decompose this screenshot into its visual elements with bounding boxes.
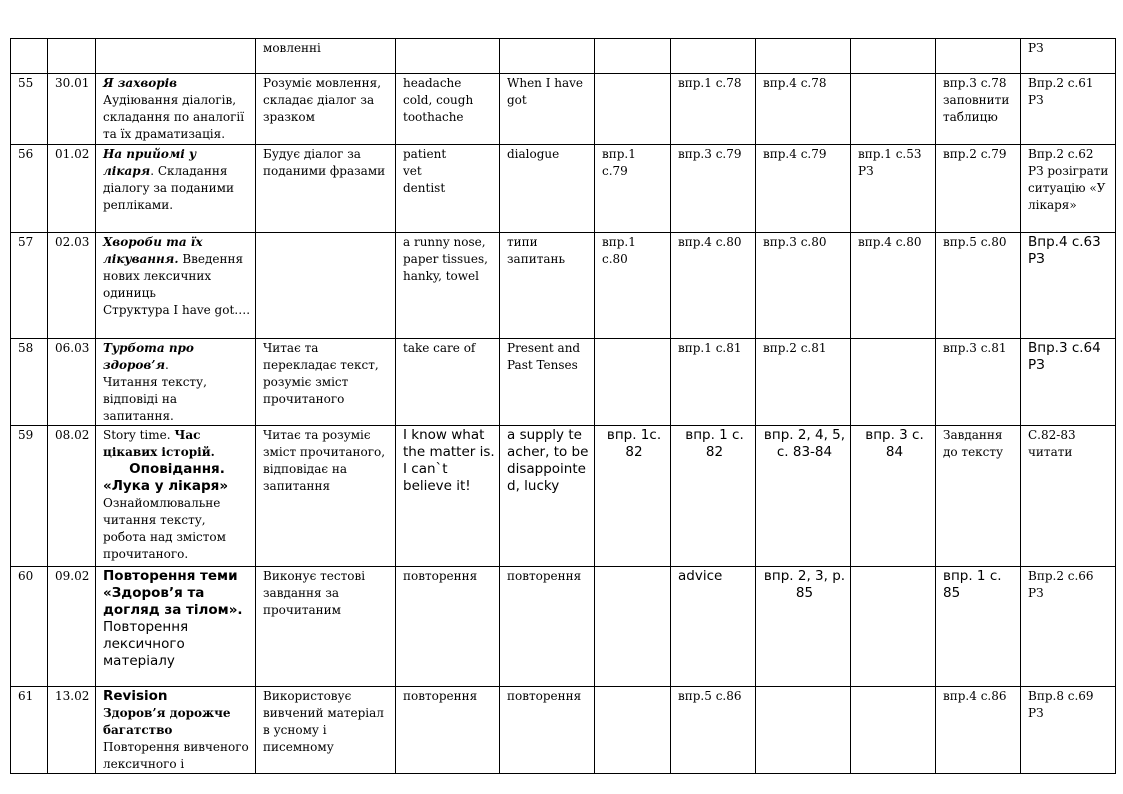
exercise-cell	[756, 687, 851, 774]
exercise-cell: впр.1 с.53 РЗ	[851, 145, 936, 233]
table-row	[11, 74, 1116, 145]
exercise-cell: впр.3 с.78 заповнити таблицю	[936, 74, 1021, 145]
exercise-cell	[756, 39, 851, 74]
topic-description: Введення нових лексичних одиниць	[103, 252, 244, 300]
exercise-cell: впр.1 с.79	[595, 145, 671, 233]
homework-cell: Впр.4 с.63 РЗ	[1021, 233, 1116, 339]
table-row	[11, 39, 1116, 74]
vocabulary-cell: повторення	[396, 567, 500, 687]
exercise-cell: впр.1 с.78	[671, 74, 756, 145]
date-cell: 02.03	[48, 233, 96, 339]
skills-cell: Будує діалог за поданими фразами	[256, 145, 396, 233]
topic-cell	[96, 339, 256, 426]
exercise-cell: впр. 1 с. 85	[936, 567, 1021, 687]
exercise-cell: впр. 3 с. 84	[851, 426, 936, 567]
vocabulary-cell: take care of	[396, 339, 500, 426]
lesson-plan-table	[10, 38, 1116, 774]
grammar-cell	[500, 39, 595, 74]
vocabulary-cell: headache cold, cough toothache	[396, 74, 500, 145]
topic-cell	[96, 567, 256, 687]
exercise-cell: впр.4 с.80	[851, 233, 936, 339]
lesson-number-cell: 60	[11, 567, 48, 687]
vocabulary-word: patient	[403, 147, 447, 161]
homework-cell: Впр.3 с.64 РЗ	[1021, 339, 1116, 426]
exercise-cell: впр.3 с.79	[671, 145, 756, 233]
skills-cell: Читає та перекладає текст, розуміє зміст прочитаного	[256, 339, 396, 426]
lesson-number-cell: 59	[11, 426, 48, 567]
exercise-cell: впр.2 с.79	[936, 145, 1021, 233]
lesson-number-cell: 57	[11, 233, 48, 339]
exercise-cell: впр.5 с.86	[671, 687, 756, 774]
vocabulary-word: vet	[403, 164, 422, 178]
exercise-cell: впр.4 с.79	[756, 145, 851, 233]
exercise-cell: впр.4 с.80	[671, 233, 756, 339]
topic-lead: Story time.	[103, 428, 175, 442]
exercise-cell	[595, 339, 671, 426]
table-row	[11, 339, 1116, 426]
exercise-cell: впр.3 с.80	[756, 233, 851, 339]
date-cell: 09.02	[48, 567, 96, 687]
exercise-cell: впр.1 с.81	[671, 339, 756, 426]
topic-title: Я захворів	[103, 76, 178, 90]
topic-cell	[96, 145, 256, 233]
grammar-cell: a supply teacher, to be disappointed, lucky	[500, 426, 595, 567]
lesson-number-cell	[11, 39, 48, 74]
vocabulary-cell: повторення	[396, 687, 500, 774]
homework-cell: Впр.8 с.69 РЗ	[1021, 687, 1116, 774]
topic-description: Повторення вивченого лексичного і	[103, 740, 249, 771]
table-row	[11, 687, 1116, 774]
vocabulary-cell: a runny nose, paper tissues, hanky, towel	[396, 233, 500, 339]
grammar-cell: dialogue	[500, 145, 595, 233]
exercise-cell: впр. 1 с. 82	[671, 426, 756, 567]
grammar-cell: повторення	[500, 687, 595, 774]
vocabulary-cell	[396, 145, 500, 233]
grammar-cell: повторення	[500, 567, 595, 687]
exercise-cell: впр. 2, 4, 5, с. 83-84	[756, 426, 851, 567]
topic-description: . Читання тексту, відповіді на запитання.	[103, 358, 207, 423]
skills-cell: Використовує вивчений матеріал в усному і писемному	[256, 687, 396, 774]
table-row	[11, 233, 1116, 339]
homework-cell: РЗ	[1021, 39, 1116, 74]
exercise-cell: Завдання до тексту	[936, 426, 1021, 567]
exercise-cell	[595, 39, 671, 74]
skills-cell: Розуміє мовлення, складає діалог за зразком	[256, 74, 396, 145]
skills-cell: мовленні	[256, 39, 396, 74]
date-cell: 01.02	[48, 145, 96, 233]
lesson-number-cell: 58	[11, 339, 48, 426]
skills-cell: Виконує тестові завдання за прочитаним	[256, 567, 396, 687]
table-row	[11, 426, 1116, 567]
exercise-cell	[936, 39, 1021, 74]
exercise-cell: advice	[671, 567, 756, 687]
exercise-cell: впр.3 с.81	[936, 339, 1021, 426]
homework-cell: Впр.2 с.61 РЗ	[1021, 74, 1116, 145]
exercise-cell	[595, 687, 671, 774]
date-cell: 06.03	[48, 339, 96, 426]
vocabulary-cell: I know what the matter is. I can`t believe it!	[396, 426, 500, 567]
grammar-cell: Present and Past Tenses	[500, 339, 595, 426]
lesson-plan-page	[10, 38, 1116, 774]
exercise-cell: впр.1 с.80	[595, 233, 671, 339]
exercise-cell	[595, 567, 671, 687]
topic-title: Повторення теми «Здоров’я та догляд за тілом».	[103, 568, 243, 618]
table-row	[11, 567, 1116, 687]
date-cell: 30.01	[48, 74, 96, 145]
topic-cell	[96, 39, 256, 74]
topic-description: Ознайомлювальне читання тексту, робота над змістом прочитаного.	[103, 496, 226, 561]
revision-label: Revision	[103, 688, 168, 704]
topic-title: Турбота про здоров’я	[103, 341, 194, 372]
exercise-cell	[851, 39, 936, 74]
skills-cell	[256, 233, 396, 339]
exercise-cell	[851, 567, 936, 687]
exercise-cell: впр. 1с. 82	[595, 426, 671, 567]
homework-cell: Впр.2 с.62 РЗ розіграти ситуацію «У лікаря»	[1021, 145, 1116, 233]
skills-cell: Читає та розуміє зміст прочитаного, відповідає на запитання	[256, 426, 396, 567]
exercise-cell	[851, 687, 936, 774]
exercise-cell: впр.4 с.86	[936, 687, 1021, 774]
topic-description: Повторення лексичного матеріалу	[103, 619, 189, 669]
vocabulary-word: dentist	[403, 181, 446, 195]
grammar-cell: When I have got	[500, 74, 595, 145]
exercise-cell: впр.5 с.80	[936, 233, 1021, 339]
topic-title: На прийомі у лікаря	[103, 147, 197, 178]
topic-title: Час цікавих історій.	[103, 428, 215, 459]
lesson-number-cell: 61	[11, 687, 48, 774]
topic-title: Здоров’я дорожче багатство	[103, 706, 231, 737]
vocabulary-cell	[396, 39, 500, 74]
lesson-number-cell: 56	[11, 145, 48, 233]
topic-title: Хвороби та їх лікування.	[103, 235, 203, 266]
topic-description: Аудіювання діалогів, складання по аналогії та їх драматизація.	[103, 93, 245, 141]
topic-cell	[96, 74, 256, 145]
topic-description: . Складання діалогу за поданими репліками.	[103, 164, 234, 212]
table-row	[11, 145, 1116, 233]
exercise-cell	[595, 74, 671, 145]
exercise-cell: впр. 2, 3, p. 85	[756, 567, 851, 687]
exercise-cell: впр.2 с.81	[756, 339, 851, 426]
story-label: Оповідання.	[129, 461, 225, 477]
lesson-number-cell: 55	[11, 74, 48, 145]
date-cell: 08.02	[48, 426, 96, 567]
story-name: «Лука у лікаря»	[103, 478, 229, 494]
topic-cell	[96, 687, 256, 774]
homework-cell: С.82-83 читати	[1021, 426, 1116, 567]
exercise-cell	[671, 39, 756, 74]
exercise-cell	[851, 339, 936, 426]
grammar-cell: типи запитань	[500, 233, 595, 339]
date-cell	[48, 39, 96, 74]
date-cell: 13.02	[48, 687, 96, 774]
topic-cell	[96, 233, 256, 339]
exercise-cell: впр.4 с.78	[756, 74, 851, 145]
topic-cell	[96, 426, 256, 567]
topic-structure: Структура I have got….	[103, 303, 251, 317]
exercise-cell	[851, 74, 936, 145]
homework-cell: Впр.2 с.66 РЗ	[1021, 567, 1116, 687]
